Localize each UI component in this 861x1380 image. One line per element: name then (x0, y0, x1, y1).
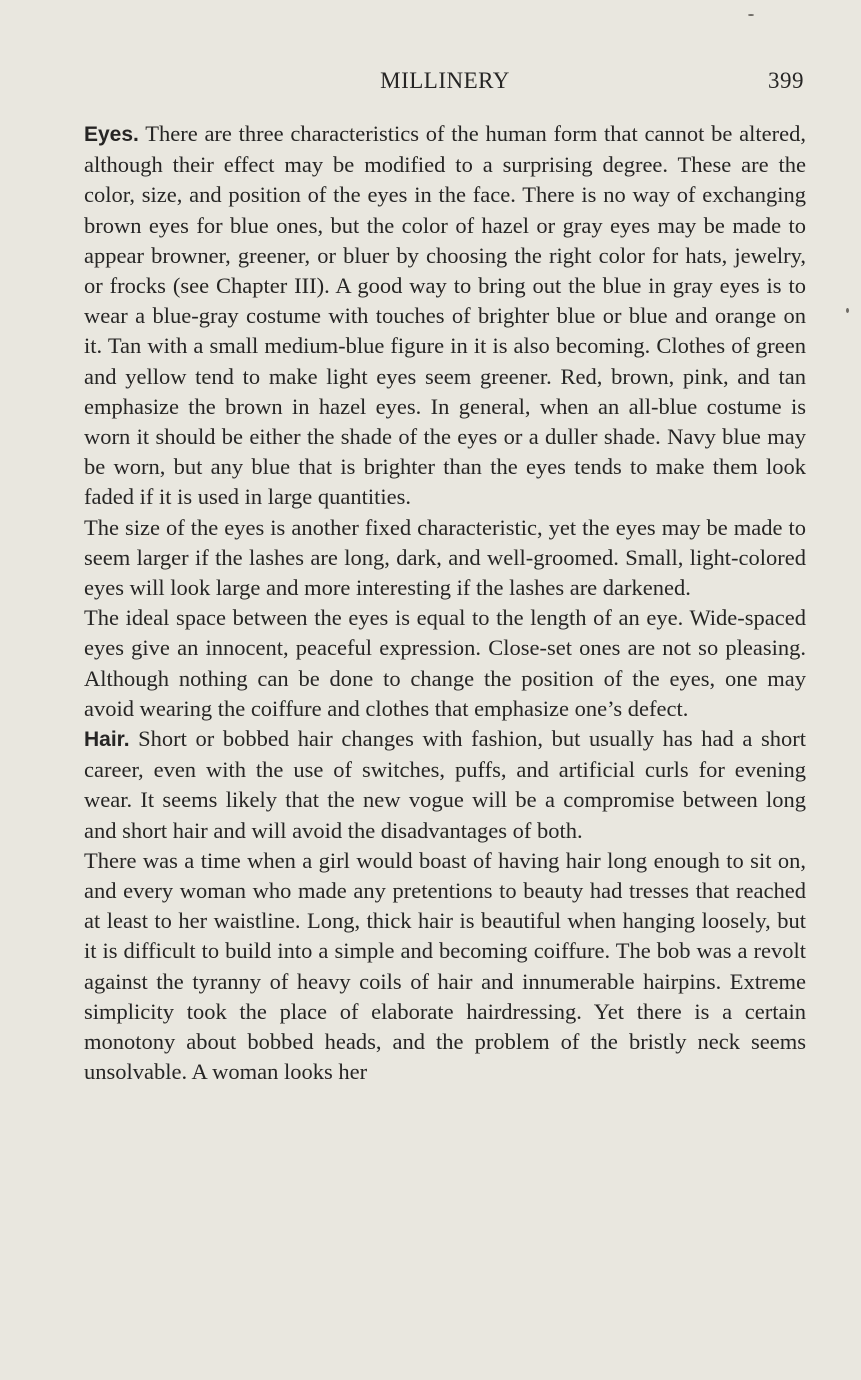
running-title: MILLINERY (380, 68, 510, 93)
eyes-paragraph-3: The ideal space between the eyes is equal to the length of an eye. Wide-spaced eyes give an innocent, peaceful expression. Close-set ones are not so pleasing. Although nothing can be done to change the position of the eyes, one may avoid wearing the coiffure and clothes that emphasize one’s defect. (84, 605, 806, 721)
hair-heading: Hair. (84, 728, 130, 752)
hair-paragraph-1-text: Short or bobbed hair changes with fashion, but usually has had a short career, even with the use of switches, puffs, and artificial curls for evening wear. It seems likely that the new vogue will be a compromise between long and short hair and will avoid the disadvantages of both. (84, 726, 807, 843)
eyes-paragraph-1 (84, 119, 806, 513)
paper-speck (846, 308, 849, 313)
hair-paragraph-2: There was a time when a girl would boast of having hair long enough to sit on, and every woman who made any pretentions to beauty had tresses that reached at least to her waistline. Long, thick hair is beautiful when hanging loosely, but it is difficult to build into a simple and becoming coiffure. The bob was a revolt against the tyranny of heavy coils of hair and innumerable hairpins. Extreme simplicity took the place of elaborate hairdressing. Yet there is a certain monotony about bobbed heads, and the problem of the bristly neck seems unsolvable. A woman looks her (84, 847, 806, 1085)
body-text (84, 119, 806, 1088)
eyes-heading: Eyes. (84, 123, 139, 146)
running-head (84, 68, 806, 98)
paper-speck (748, 14, 754, 16)
page-number: 399 (768, 68, 804, 93)
eyes-paragraph-1-text: There are three characteristics of the human form that cannot be altered, although their effect may be modified to a surprising degree. These are the color, size, and position of the eyes in the face. There is no way of exchanging brown eyes for blue ones, but the color of hazel or gray eyes may be made to appear browner, greener, or bluer by choosing the right color for hats, jewelry, or frocks (see Chapter III). A good way to bring out the blue in gray eyes is to wear a blue-gray costume with touches of brighter blue or blue and orange on it. Tan with a small medium-blue figure in it is also becoming. Clothes of green and yellow tend to make light eyes seem greener. Red, brown, pink, and tan emphasize the brown in hazel eyes. In general, when an all-blue costume is worn it should be either the shade of the eyes or a duller shade. Navy blue may be worn, but any blue that is brighter than the eyes tends to make them look faded if it is used in large quantities. (84, 121, 806, 510)
eyes-paragraph-2: The size of the eyes is another fixed characteristic, yet the eyes may be made to seem larger if the lashes are long, dark, and well-groomed. Small, light-colored eyes will look large and more interesting if the lashes are darkened. (84, 514, 806, 601)
hair-paragraph-1 (84, 724, 806, 846)
